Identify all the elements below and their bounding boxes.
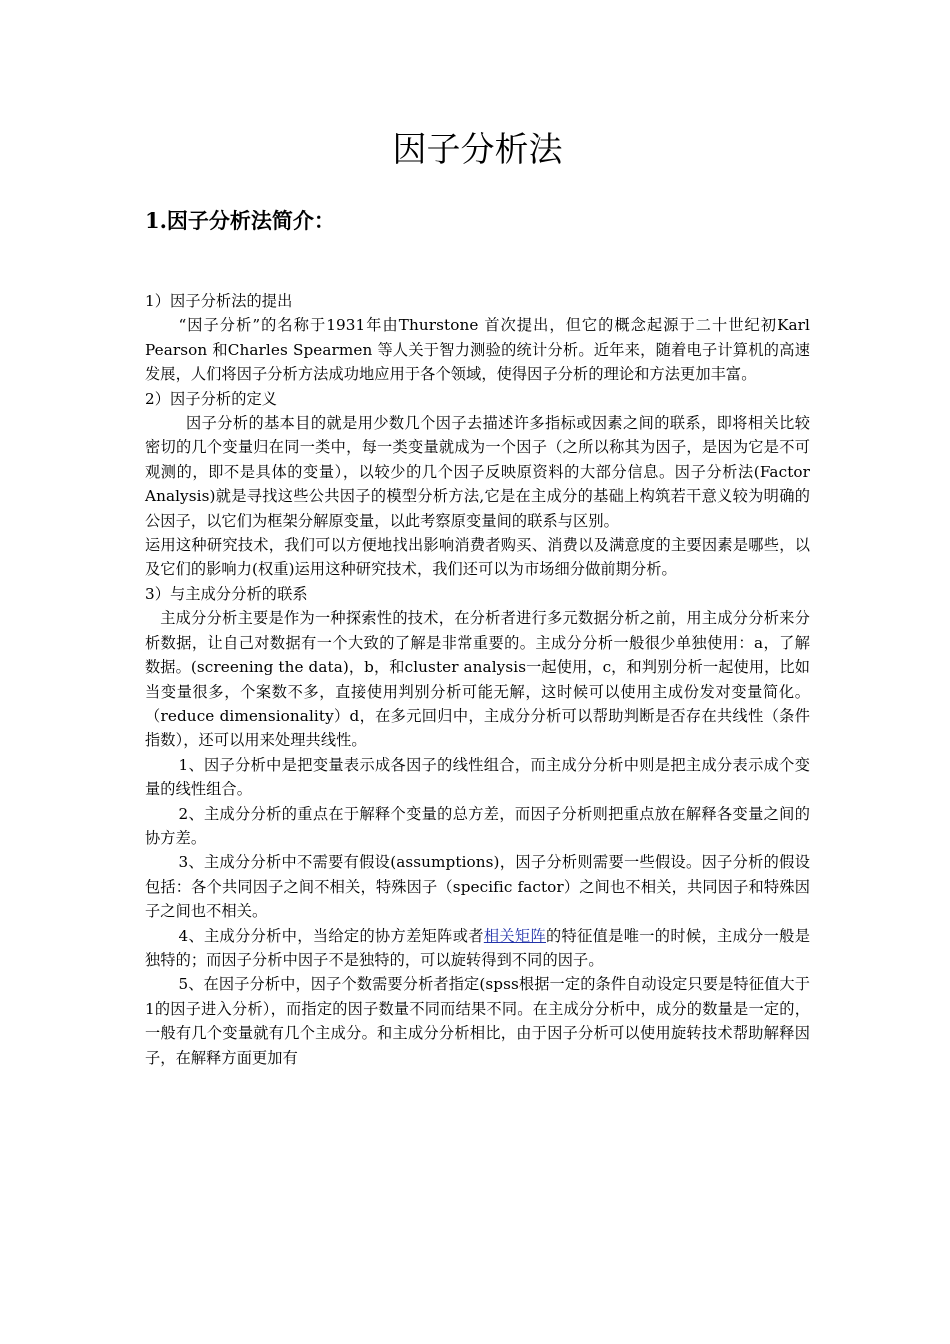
list-item-4-text-before: 4、主成分分析中，当给定的协方差矩阵或者 xyxy=(178,926,484,945)
paragraph-definition: 因子分析的基本目的就是用少数几个因子去描述许多指标或因素之间的联系，即将相关比较密切的几个变量归在同一类中，每一类变量就成为一个因子（之所以称其为因子，是因为它是不可观测的，即不是具体的变量），以较少的几个因子反映原资料的大部分信息。因子分析法(Factor Analysis)就是寻找这些公共因子的模型分析方法,它是在主成分的基础上构筑若干意义较为明确的公因子，以它们为框架分解原变量，以此考察原变量间的联系与区别。 xyxy=(145,414,810,530)
document-body xyxy=(145,289,810,1070)
list-item-2: 2、主成分分析的重点在于解释个变量的总方差，而因子分析则把重点放在解释各变量之间的协方差。 xyxy=(145,804,810,847)
section-heading: 1.因子分析法简介： xyxy=(145,208,335,233)
subsection-heading-2: 2）因子分析的定义 xyxy=(145,389,278,408)
list-item-3: 3、主成分分析中不需要有假设(assumptions)，因子分析则需要一些假设。因子分析的假设包括：各个共同因子之间不相关，特殊因子（specific factor）之间也不相关，共同因子和特殊因子之间也不相关。 xyxy=(145,853,810,921)
paragraph-origin: “因子分析”的名称于1931年由Thurstone 首次提出，但它的概念起源于二十世纪初Karl Pearson 和Charles Spearmen 等人关于智力测验的统计分析。近年来，随着电子计算机的高速发展，人们将因子分析方法成功地应用于各个领域，使得因子分析的理论和方法更加丰富。 xyxy=(145,316,810,384)
subsection-heading-3: 3）与主成分分析的联系 xyxy=(145,584,308,603)
list-item-5: 5、在因子分析中，因子个数需要分析者指定(spss根据一定的条件自动设定只要是特征值大于1的因子进入分析），而指定的因子数量不同而结果不同。在主成分分析中，成分的数量是一定的，一般有几个变量就有几个主成分。和主成分分析相比，由于因子分析可以使用旋转技术帮助解释因子，在解释方面更加有 xyxy=(145,975,810,1067)
list-item-4-text-after: 的特征值是唯一的时候，主成分一般是独特的；而因子分析中因子不是独特的，可以旋转得到不同的因子。 xyxy=(145,926,811,969)
list-item-1: 1、因子分析中是把变量表示成各因子的线性组合，而主成分分析中则是把主成分表示成个变量的线性组合。 xyxy=(145,755,810,799)
subsection-heading-1: 1）因子分析法的提出 xyxy=(145,292,293,310)
list-item-4 xyxy=(145,924,810,973)
correlation-matrix-link[interactable]: 相关矩阵 xyxy=(483,926,546,945)
document-page xyxy=(145,0,810,1344)
document-title: 因子分析法 xyxy=(392,130,563,170)
paragraph-application: 运用这种研究技术，我们可以方便地找出影响消费者购买、消费以及满意度的主要因素是哪些，以及它们的影响力(权重)运用这种研究技术，我们还可以为市场细分做前期分析。 xyxy=(145,536,810,579)
paragraph-pca-overview: 主成分分析主要是作为一种探索性的技术，在分析者进行多元数据分析之前，用主成分分析来分析数据，让自己对数据有一个大致的了解是非常重要的。主成分分析一般很少单独使用：a，了解数据。(screening the data)，b，和cluster analysis一起使用，c，和判别分析一起使用，比如当变量很多，个案数不多，直接使用判别分析可能无解，这时候可以使用主成份发对变量简化。（reduce dimensionality）d，在多元回归中，主成分分析可以帮助判断是否存在共线性（条件指数），还可以用来处理共线性。 xyxy=(145,609,810,750)
